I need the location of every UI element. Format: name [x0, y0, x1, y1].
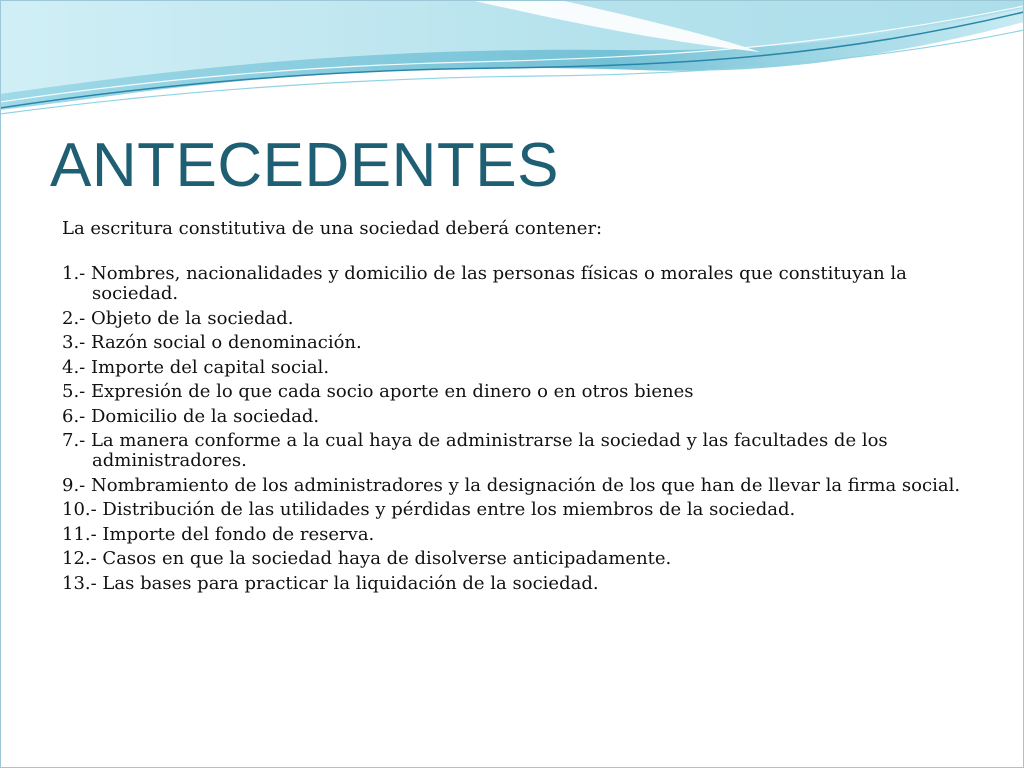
list-item: 7.- La manera conforme a la cual haya de administrarse la sociedad y las facultades de los administradores. — [62, 430, 888, 471]
list-item: 10.- Distribución de las utilidades y pérdidas entre los miembros de la sociedad. — [62, 499, 796, 520]
list-item: 11.- Importe del fondo de reserva. — [62, 523, 375, 545]
list-item: 13.- Las bases para practicar la liquidación de la sociedad. — [62, 572, 599, 594]
list-item: 2.- Objeto de la sociedad. — [62, 307, 294, 329]
list-item: 4.- Importe del capital social. — [62, 356, 330, 378]
requirements-list — [62, 264, 972, 594]
wave-header-decoration — [0, 0, 1024, 120]
slide-title: ANTECEDENTES — [50, 131, 559, 200]
list-item: 1.- Nombres, nacionalidades y domicilio de las personas físicas o morales que constituyan la sociedad. — [62, 263, 907, 304]
intro-text: La escritura constitutiva de una sociedad deberá contener: — [62, 218, 603, 239]
list-item: 12.- Casos en que la sociedad haya de disolverse anticipadamente. — [62, 548, 672, 569]
list-item: 9.- Nombramiento de los administradores y la designación de los que han de llevar la firma social. — [62, 474, 961, 496]
list-item: 3.- Razón social o denominación. — [62, 332, 362, 353]
list-item: 6.- Domicilio de la sociedad. — [62, 405, 320, 427]
list-item: 5.- Expresión de lo que cada socio aporte en dinero o en otros bienes — [62, 381, 694, 402]
slide-body — [62, 216, 972, 598]
